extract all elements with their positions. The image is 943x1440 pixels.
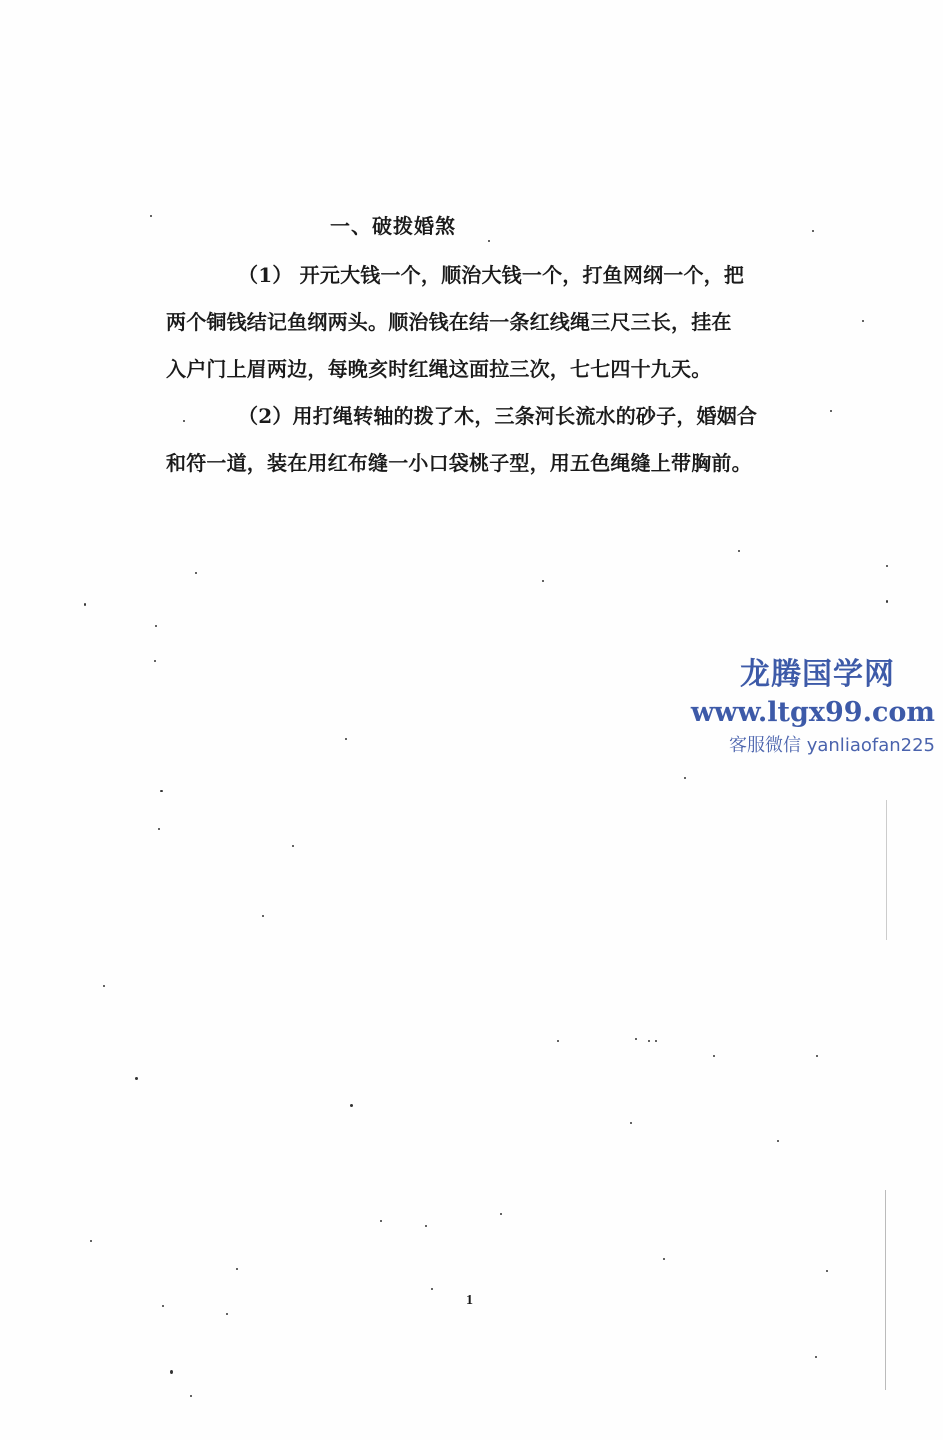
scan-speck [630, 1122, 632, 1124]
scan-speck [663, 1258, 665, 1260]
scan-speck [162, 1305, 164, 1307]
scan-speck [557, 1040, 559, 1042]
paragraph-line: （2）用打绳转轴的拨了木，三条河长流水的砂子，婚姻合 [238, 404, 758, 428]
watermark [690, 655, 935, 761]
scan-speck [158, 828, 160, 830]
scan-speck [150, 215, 152, 217]
scan-speck [815, 1356, 817, 1358]
scan-speck [713, 1055, 715, 1057]
scan-speck [160, 790, 163, 792]
scan-speck [190, 1395, 192, 1397]
scan-speck [103, 985, 105, 987]
scan-speck [886, 800, 887, 940]
paragraph-1 [166, 252, 796, 393]
scan-speck [431, 1288, 433, 1290]
scan-speck [170, 1370, 173, 1374]
paragraph-line: 入户门上眉两边，每晚亥时红绳这面拉三次，七七四十九天。 [166, 357, 712, 381]
scan-speck [262, 915, 264, 917]
section-heading: 一、破拨婚煞 [330, 214, 456, 238]
watermark-url: www.ltgx99.com [690, 697, 935, 728]
scan-speck [500, 1213, 502, 1215]
scan-speck [183, 420, 185, 422]
scan-speck [830, 410, 832, 412]
watermark-title: 龙腾国学网 [740, 657, 895, 692]
scan-speck [862, 320, 864, 322]
scan-speck [684, 777, 686, 779]
scan-speck [380, 1220, 382, 1222]
paragraph-2 [166, 393, 796, 487]
scan-speck [886, 565, 888, 567]
scan-speck [425, 1225, 427, 1227]
scan-speck [655, 1040, 657, 1042]
scan-speck [542, 580, 544, 582]
scan-speck [236, 1268, 238, 1270]
scan-speck [226, 1313, 228, 1315]
watermark-contact: 客服微信 yanliaofan225 [729, 735, 935, 756]
scan-speck [826, 1270, 828, 1272]
scan-speck [738, 550, 740, 552]
paragraph-line: （1） 开元大钱一个，顺治大钱一个，打鱼网纲一个，把 [238, 263, 745, 287]
scan-speck [135, 1077, 138, 1080]
paragraph-line: 和符一道，装在用红布缝一小口袋桃子型，用五色绳缝上带胸前。 [166, 451, 752, 475]
scan-speck [84, 603, 86, 606]
scan-speck [777, 1140, 779, 1142]
scan-speck [885, 1190, 886, 1390]
scan-speck [292, 845, 294, 847]
scan-speck [350, 1104, 353, 1107]
scan-speck [886, 600, 888, 603]
scan-speck [488, 240, 490, 242]
scan-speck [154, 660, 156, 662]
body-text [166, 252, 796, 487]
scan-speck [816, 1055, 818, 1057]
page-number: 1 [466, 1293, 473, 1308]
scan-speck [345, 738, 347, 740]
scan-speck [195, 572, 197, 574]
scan-speck [155, 625, 157, 627]
scan-speck [635, 1038, 637, 1040]
scan-speck [812, 230, 814, 232]
scan-speck [90, 1240, 92, 1242]
paragraph-line: 两个铜钱结记鱼纲两头。顺治钱在结一条红线绳三尺三长，挂在 [166, 310, 732, 334]
scan-speck [648, 1040, 650, 1042]
